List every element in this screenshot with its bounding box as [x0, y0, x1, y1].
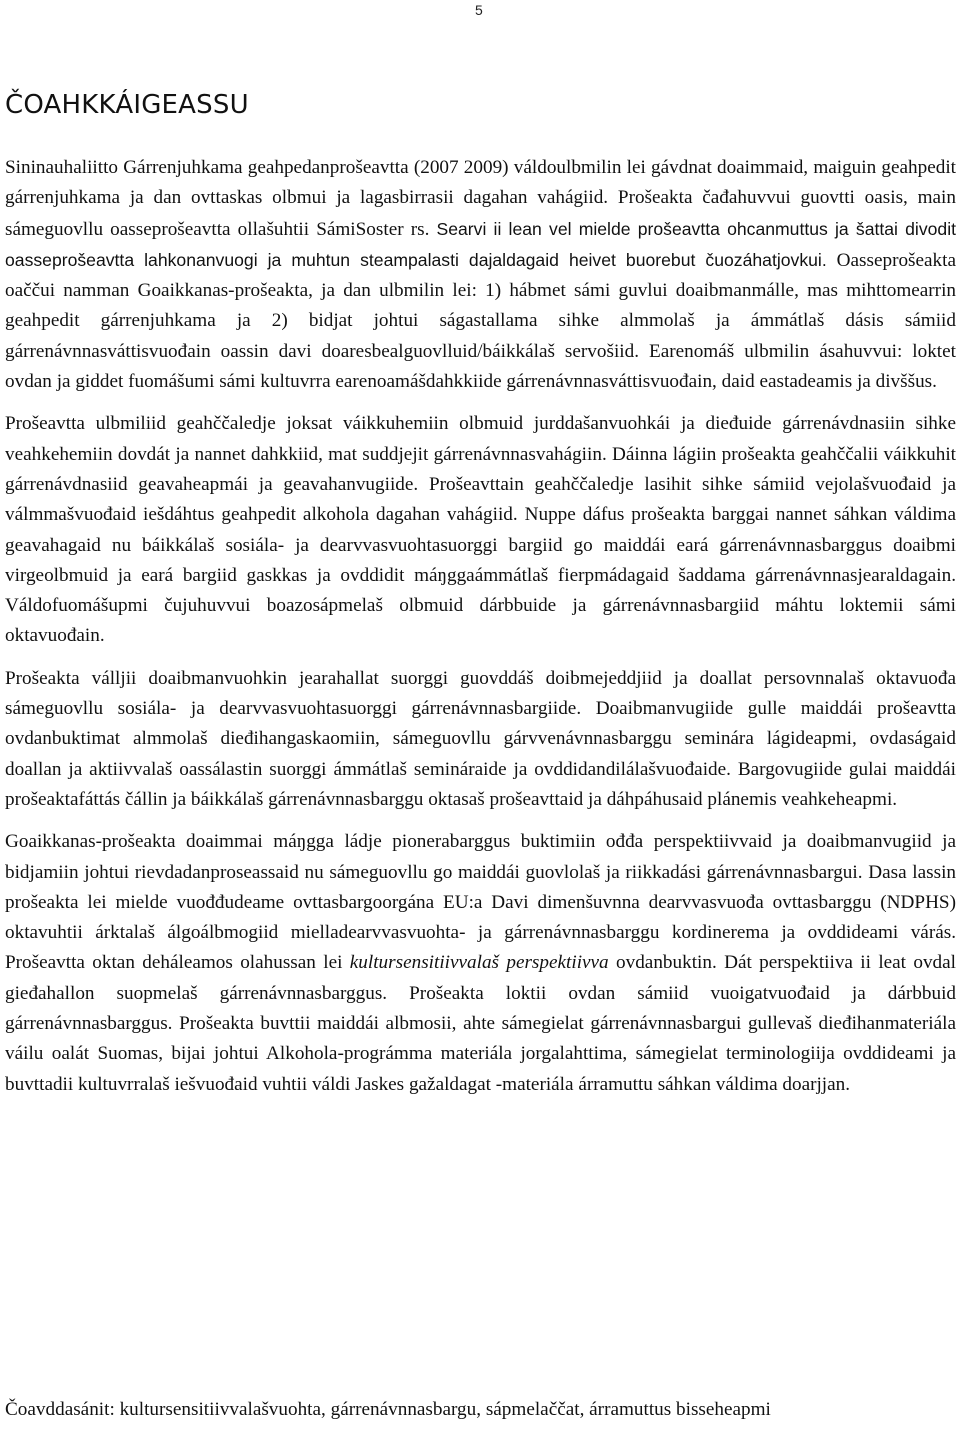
paragraph-1-part-b: Searvi ii lean vel mielde prošeavtta ohcanmuttus ja šattai divodit oasseprošeavtta lahkonanvuogi ja muhtun steampalasti dajaldagaid heivet buorebut čuozáhatjovkui.	[5, 218, 956, 270]
keywords-label: Čoavddasánit:	[5, 1399, 115, 1420]
paragraph-4	[5, 827, 956, 1100]
keywords-value: kultursensitiivvalašvuohta, gárrenávnnasbargu, sápmelaččat, árramuttus bisseheapmi	[119, 1399, 771, 1420]
page-title: ČOAHKKÁIGEASSU	[5, 90, 249, 120]
paragraph-1-part-c: Oasseprošeakta oaččui namman Goaikkanas-prošeakta, ja dan ulbmilin lei: 1) hábmet sámi guvlui doaibmanmálle, mas mihttomearrin geahpedit gárrenjuhkama ja 2) bidjat johtui ságastallama sihke almmolaš ja ámmátlaš dásis sámiid gárrenávnnasváttisvuođain oassin davi doaresbealguovlluid/báikkálaš servošiid. Earenomáš ulbmilin ásahuvvui: loktet ovdan ja giddet fuomášumi sámi kultuvrra earenoamášdahkkiide gárrenávnnasváttisvuođain, daid eastadeamis ja divššus.	[5, 249, 956, 393]
paragraph-4-emphasis: kultursensitiivvalaš perspektiivva	[349, 952, 609, 974]
paragraph-1	[5, 153, 956, 397]
page-number: 5	[475, 2, 483, 18]
keywords-line	[5, 1395, 956, 1425]
paragraph-4-part-b: ovdanbuktin. Dát perspektiiva ii leat ovdal gieđahallon suopmelaš gárrenávnnasbarggus. Prošeakta loktii ovdan sámiid vuoigatvuođaid ja dárbbuid gárrenávnnasbarggus. Prošeakta buvttii maiddái albmosii, ahte sámegielat gárrenávnnasbargui gullevaš dieđihanmateriála váilu oalát Suomas, bijai johtui Alkohola-prográmma materiála jorgalahttima, sámegielat terminologiija ovddideami ja buvttadii kultuvrralaš iešvuođaid vuhtii váldi Jaskes gažaldagat -materiála árramuttu sáhkan váldima doarjjan.	[5, 952, 956, 1095]
summary-body	[5, 153, 956, 1100]
paragraph-1-part-a: Sininauhaliitto Gárrenjuhkama geahpedanprošeavtta (2007 2009) váldoulbmilin lei gávdnat doaimmaid, maiguin geahpedit gárrenjuhkama ja dan ovttaskas olbmui ja lagasbirrasii dagahan vahágiid. Prošeakta čađahuvvui guovtti oasis, main sámeguovllu oasseprošeavtta ollašuhtii SámiSoster rs.	[5, 157, 956, 240]
paragraph-4-part-a: Goaikkanas-prošeakta doaimmai máŋgga ládje pionerabarggus buktimiin ođđa perspektiivvaid ja doaibmanvugiid ja bidjamiin johtui rievdadanproseassaid nu sámeguovllu go maiddái guovlolaš ja riikkadási gárrenávnnasbargui. Dasa lassin prošeakta lei mielde vuođđudeame ovttasbargoorgána EU:a Davi dimenšuvnna dearvvasvuođa ovttasbarggu (NDPHS) oktavuhtii árktalaš álgoálbmogiid mielladearvvasvuohta- ja gárrenávnnasbarggu kordinerema ja ovddideami várás. Prošeavtta oktan deháleamos olahussan lei	[5, 831, 956, 974]
paragraph-3: Prošeakta válljii doaibmanvuohkin jearahallat suorggi guovddáš doibmejeddjiid ja doallat persovnnalaš oktavuođa sámeguovllu sosiála- ja dearvvasvuohtasuorggi gárrenávnnasbargiide. Doaibmanvugiide gulle maiddái prošeavtta ovdanbuktimat almmolaš dieđihangaskaomiin, sámeguovllu gárvvenávnnasbarggu seminára lágideapmi, ovdaságaid doallan ja aktiivvalaš oassálastin suorggi ámmátlaš semináraide ja ovddidandilálašvuođaide. Bargovugiide gulai maiddái prošeaktafáttás čállin ja báikkálaš gárrenávnnasbarggu oktasaš prošeavttaid ja dáhpáhusaid plánemis veahkeheapmi.	[5, 667, 956, 810]
paragraph-2: Prošeavtta ulbmiliid geahččaledje joksat váikkuhemiin olbmuid jurddašanvuohkái ja dieđuide gárrenávdnasiin sihke veahkehemiin dovdát ja nannet dahkkiid, mat suddjejit gárrenávnnasvahágiin. Dáinna lágiin prošeakta geahččalii váikkuhit gárrenávdnasiid geavaheapmái ja geavahanvugiide. Prošeavttain geahččaledje lasihit sihke sámiid vejolašvuođaid ja válmmašvuođaid iešdáhtus geahpedit alkohola dagahan vahágiid. Nuppe dáfus prošeakta barggai nannet sáhkan váldima geavahagaid nu báikkálaš sosiála- ja dearvvasvuohtasuorggi bargiid go maiddái eará gárrenávnnasbarggus doaibmi virgeolbmuid ja eará bargiid gaskkas ja ovddidit máŋggaámmátlaš fierpmádagaid šaddama gárrenávnnasjearaldagain. Váldofuomášupmi čujuhuvvui boazosápmelaš olbmuid dárbbuide ja gárrenávnnasbargiid máhtu loktemii sámi oktavuođain.	[5, 413, 956, 647]
